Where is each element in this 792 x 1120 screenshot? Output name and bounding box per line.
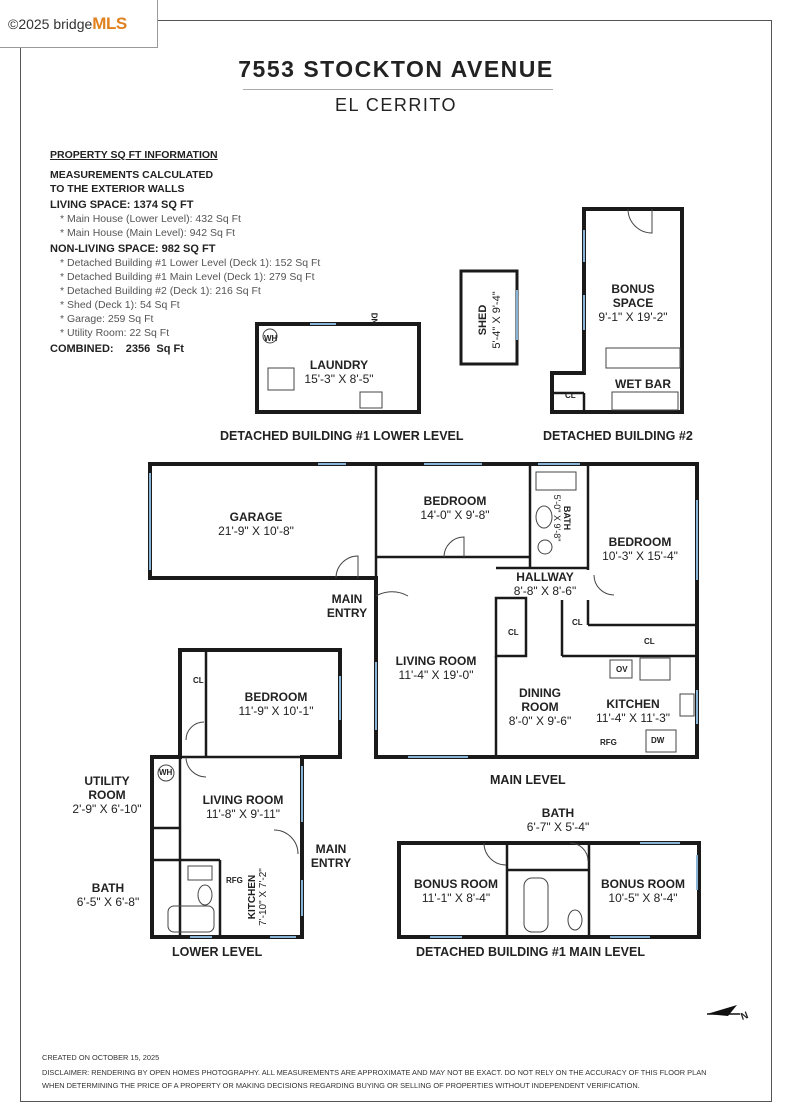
nonliving-item: * Detached Building #1 Main Level (Deck 1): 279 Sq Ft (50, 270, 320, 284)
closet-tag: CL (193, 676, 204, 685)
nonliving-item: * Detached Building #2 (Deck 1): 216 Sq Ft (50, 284, 320, 298)
created-date: CREATED ON OCTOBER 15, 2025 (42, 1053, 160, 1062)
living-main-dim: 11'-4" X 19'-0" (398, 668, 474, 682)
bedroom-main-a-label (405, 494, 505, 522)
bonus-space-name-2: SPACE (612, 296, 654, 310)
kitchen-main-name: KITCHEN (606, 697, 660, 711)
refrigerator-tag: RFG (600, 738, 617, 747)
bonus-room-b-label (594, 877, 692, 905)
stairs-down-tag: DN (369, 312, 379, 325)
kitchen-lower-dim: 7'-10" X 7'-2" (258, 868, 269, 926)
bonus-space-dim: 9'-1" X 19'-2" (598, 310, 668, 324)
bedroom-main-b-label (600, 535, 680, 563)
compass-arrow (707, 1005, 740, 1016)
dining-line2: ROOM (521, 700, 559, 714)
bonus-room-a-label (408, 877, 504, 905)
garage-name: GARAGE (229, 510, 283, 524)
kitchen-main-dim: 11'-4" X 11'-3" (595, 711, 671, 725)
bedroom-lower-label (226, 690, 326, 718)
sqft-note-1: MEASUREMENTS CALCULATED (50, 169, 214, 181)
utility-dim: 2'-9" X 6'-10" (72, 802, 142, 816)
compass-north-label: N (739, 1010, 750, 1023)
bedroom-main-a-name: BEDROOM (423, 494, 487, 508)
living-item: * Main House (Main Level): 942 Sq Ft (50, 226, 320, 240)
bath-main-name: BATH (562, 505, 572, 531)
property-city: EL CERRITO (334, 95, 458, 115)
garage-label (196, 510, 316, 538)
main-entry-2-line1: MAIN (315, 842, 347, 856)
closet-tag: CL (508, 628, 519, 637)
sqft-heading: PROPERTY SQ FT INFORMATION (50, 149, 218, 161)
kitchen-lower-name: KITCHEN (247, 874, 258, 920)
closet-tag: CL (565, 391, 576, 400)
nonliving-space-total: NON-LIVING SPACE: 982 SQ FT (50, 243, 216, 255)
oven-tag: OV (616, 665, 628, 674)
bonus-space-name-1: BONUS (611, 282, 655, 296)
living-lower-dim: 11'-8" X 9'-11" (205, 807, 281, 821)
living-space-total: LIVING SPACE: 1374 SQ FT (50, 199, 194, 211)
water-heater-tag: WH (159, 768, 173, 777)
dining-line1: DINING (519, 686, 561, 700)
living-item: * Main House (Lower Level): 432 Sq Ft (50, 212, 320, 226)
bonus-room-b-dim: 10'-5" X 8'-4" (608, 891, 678, 905)
badge-brand: MLS (92, 13, 127, 33)
water-heater-tag: WH (264, 334, 278, 343)
kitchen-lower-label (247, 867, 269, 927)
bedroom-main-a-dim: 14'-0" X 9'-8" (420, 508, 490, 522)
nonliving-item: * Utility Room: 22 Sq Ft (50, 326, 320, 340)
sqft-note-2: TO THE EXTERIOR WALLS (50, 183, 185, 195)
bath-lower-label (70, 881, 146, 909)
bonus-room-a-dim: 11'-1" X 8'-4" (421, 891, 491, 905)
garage-dim: 21'-9" X 10'-8" (218, 524, 294, 538)
disclaimer-line-2: WHEN DETERMINING THE PRICE OF A PROPERTY OR MAKING DECISIONS REGARDING BUYING OR SELLING OF PROPERTIES WITHOUT INDEPENDENT VERIFICATION. (42, 1081, 640, 1090)
laundry-label (300, 358, 378, 386)
nonliving-item: * Shed (Deck 1): 54 Sq Ft (50, 298, 320, 312)
laundry-name: LAUNDRY (309, 358, 369, 372)
shed-label (476, 274, 504, 366)
bath-det-name: BATH (541, 806, 575, 820)
caption-lower-level: LOWER LEVEL (172, 945, 263, 959)
property-address: 7553 STOCKTON AVENUE (238, 56, 554, 82)
dining-dim: 8'-0" X 9'-6" (508, 714, 572, 728)
main-entry-2-label (306, 842, 356, 870)
utility-line2: ROOM (88, 788, 126, 802)
utility-line1: UTILITY (84, 774, 130, 788)
caption-det2: DETACHED BUILDING #2 (543, 429, 693, 443)
closet-tag: CL (644, 637, 655, 646)
disclaimer-line-1: DISCLAIMER: RENDERING BY OPEN HOMES PHOTOGRAPHY. ALL MEASUREMENTS ARE APPROXIMATE AND MAY NOT BE EXACT. DO NOT RELY ON THE ACCURACY OF THIS FLOOR PLAN (42, 1068, 707, 1077)
bath-det-label (520, 806, 596, 834)
nonliving-item: * Detached Building #1 Lower Level (Deck 1): 152 Sq Ft (50, 256, 320, 270)
hallway-dim: 8'-8" X 8'-6" (513, 584, 577, 598)
closet-tag: CL (572, 618, 583, 627)
laundry-dim: 15'-3" X 8'-5" (304, 372, 374, 386)
shed-dim: 5'-4" X 9'-4" (491, 291, 503, 349)
wet-bar-label: WET BAR (615, 377, 671, 391)
main-entry-2-line2: ENTRY (310, 856, 352, 870)
bath-main-dim: 5'-0" X 9'-8" (552, 494, 562, 542)
hallway-label (506, 570, 584, 598)
living-lower-name: LIVING ROOM (202, 793, 284, 807)
bath-det-dim: 6'-7" X 5'-4" (526, 820, 590, 834)
dishwasher-tag: DW (651, 736, 665, 745)
badge-prefix: ©2025 bridge (8, 15, 93, 32)
utility-label (70, 774, 144, 816)
bath-main-label (552, 483, 572, 553)
bath-lower-name: BATH (91, 881, 125, 895)
bedroom-main-b-name: BEDROOM (608, 535, 672, 549)
bonus-space-label (590, 282, 676, 324)
main-entry-1-line1: MAIN (331, 592, 363, 606)
refrigerator-tag: RFG (226, 876, 243, 885)
main-entry-1-label (318, 592, 376, 620)
caption-det1-main: DETACHED BUILDING #1 MAIN LEVEL (416, 945, 645, 959)
bath-lower-dim: 6'-5" X 6'-8" (76, 895, 140, 909)
kitchen-main-label (592, 697, 674, 725)
living-lower-label (194, 793, 292, 821)
main-entry-1-line2: ENTRY (326, 606, 368, 620)
shed-name: SHED (477, 304, 489, 336)
nonliving-item: * Garage: 259 Sq Ft (50, 312, 320, 326)
bonus-room-a-name: BONUS ROOM (414, 877, 498, 891)
dining-label (502, 686, 578, 728)
caption-main-level: MAIN LEVEL (490, 773, 566, 787)
bedroom-main-b-dim: 10'-3" X 15'-4" (602, 549, 678, 563)
hallway-name: HALLWAY (516, 570, 574, 584)
caption-det1-lower: DETACHED BUILDING #1 LOWER LEVEL (220, 429, 464, 443)
bedroom-lower-name: BEDROOM (244, 690, 308, 704)
combined-total: COMBINED: 2356 Sq Ft (50, 343, 184, 355)
living-main-label (388, 654, 484, 682)
bedroom-lower-dim: 11'-9" X 10'-1" (238, 704, 314, 718)
living-main-name: LIVING ROOM (395, 654, 477, 668)
bonus-room-b-name: BONUS ROOM (601, 877, 685, 891)
